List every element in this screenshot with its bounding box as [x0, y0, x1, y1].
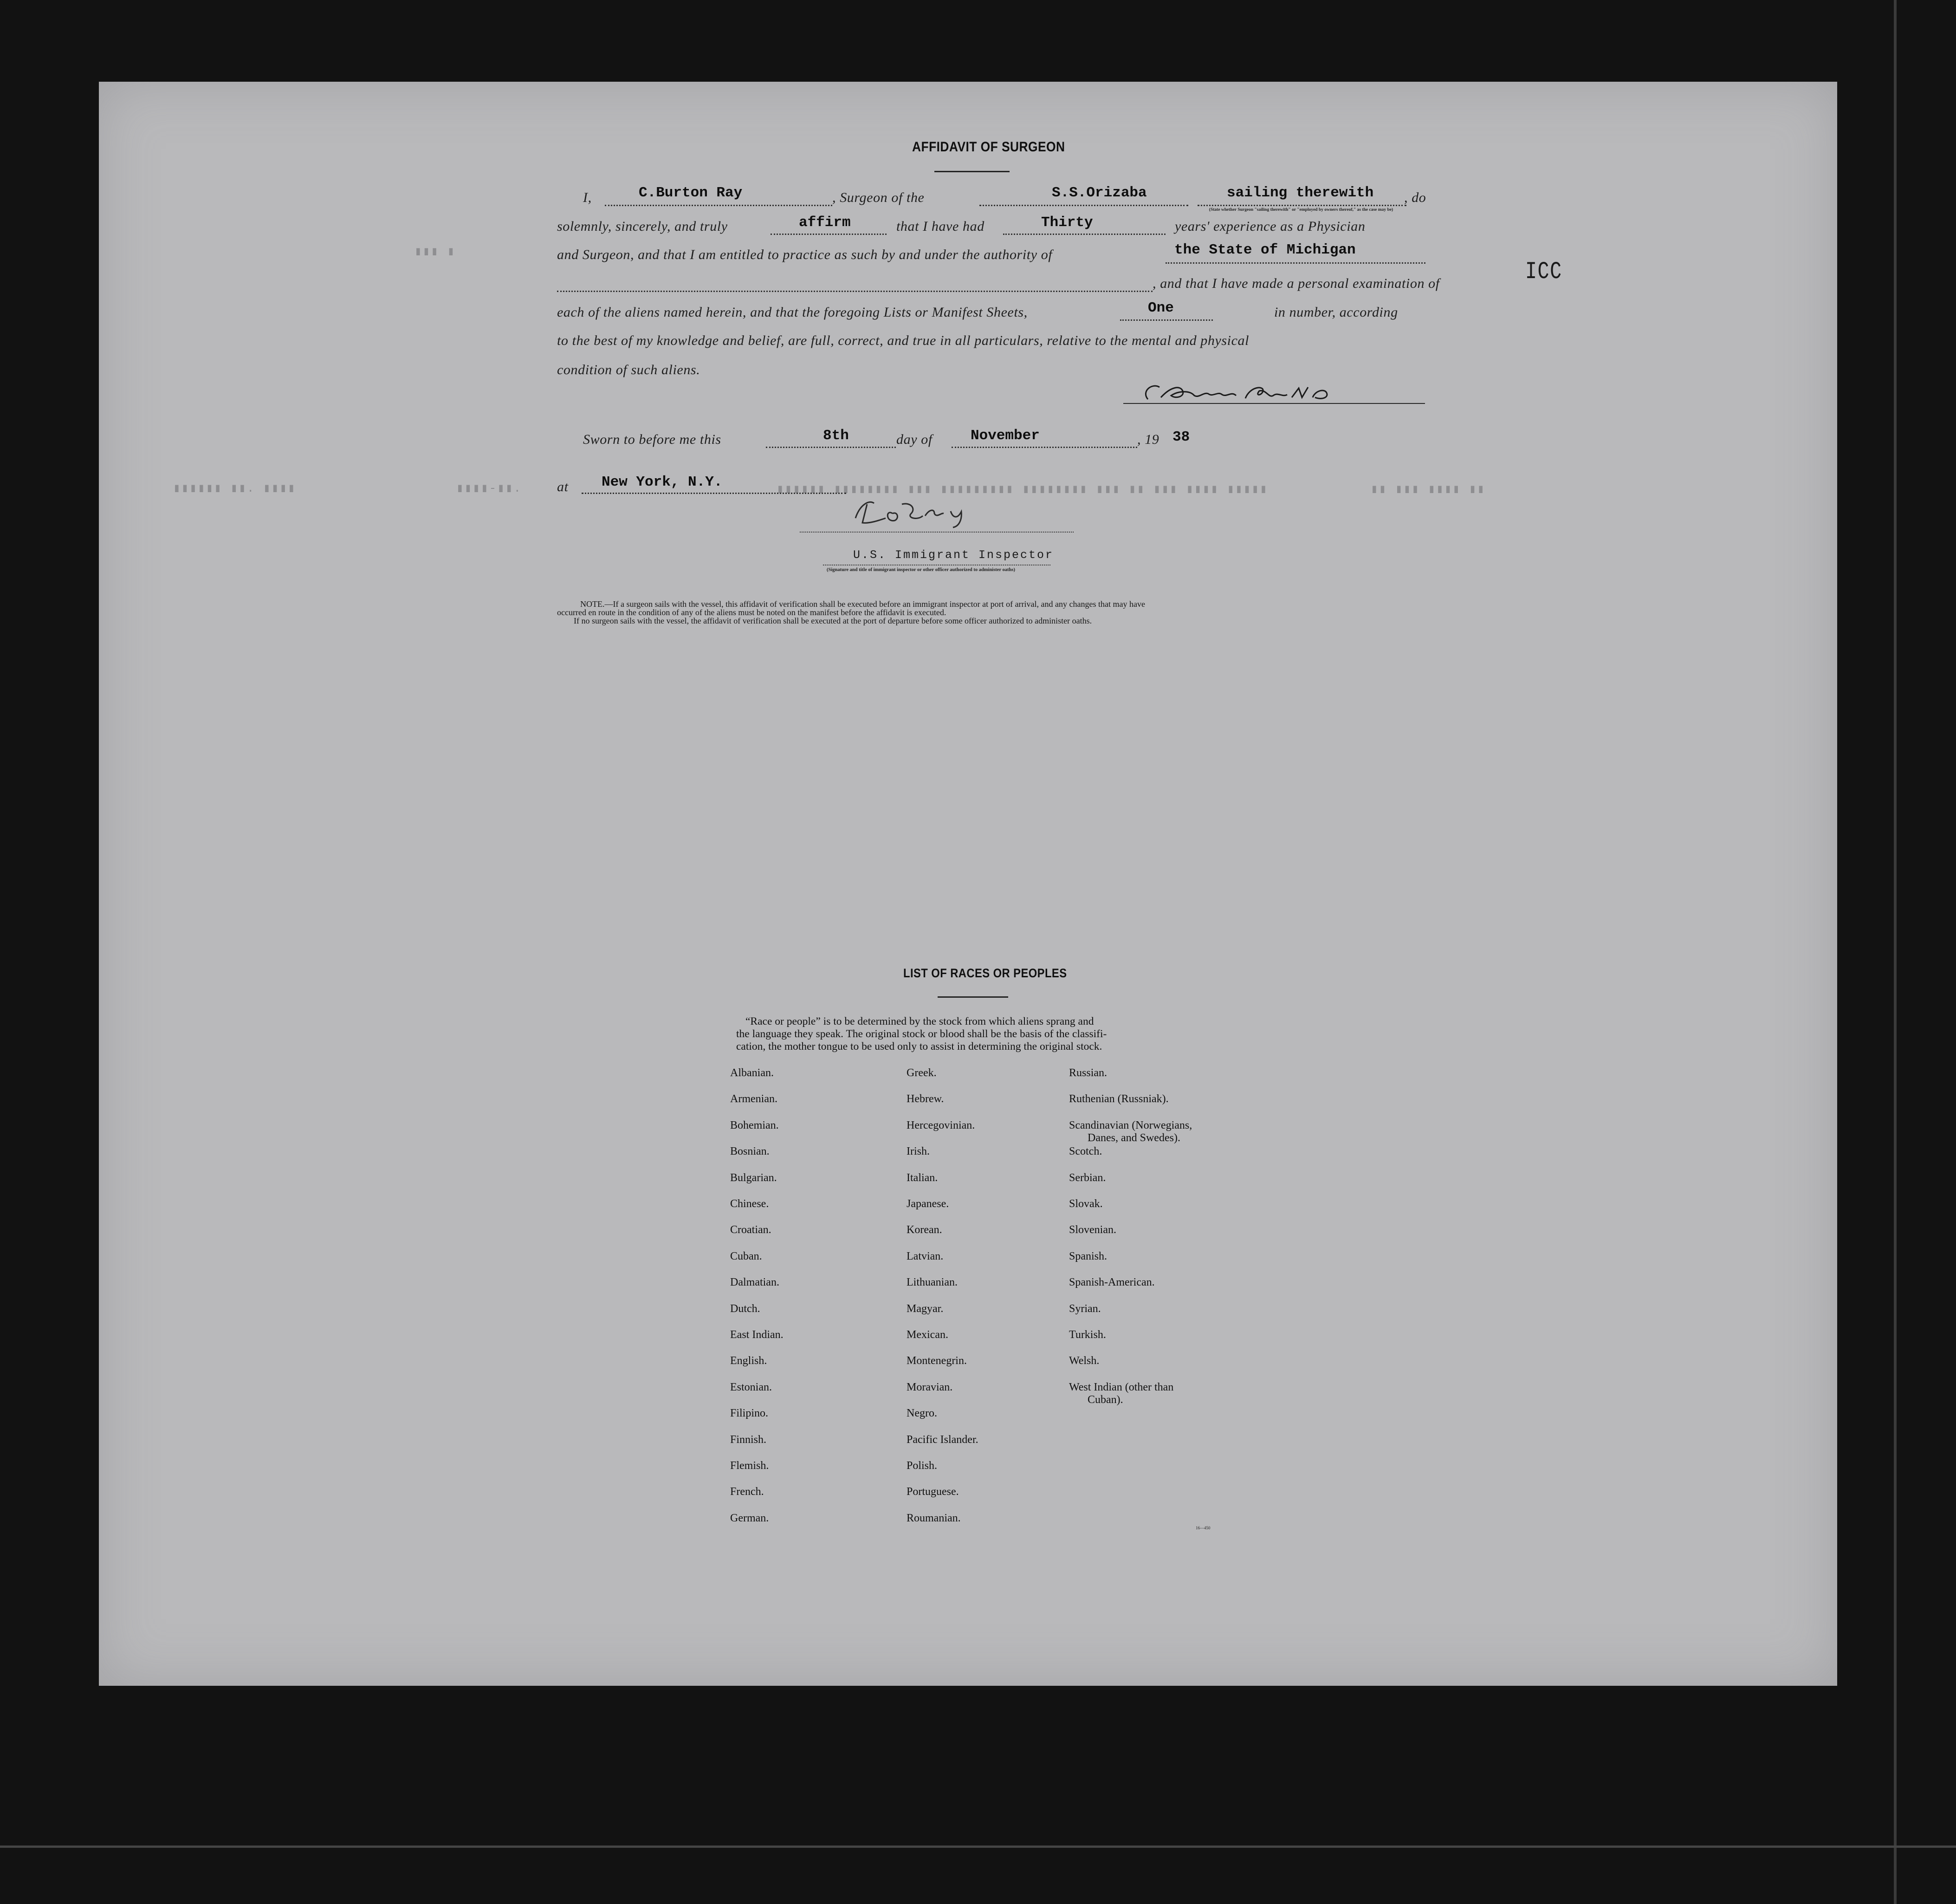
race-item: Lithuanian.: [907, 1276, 958, 1288]
race-item: Danes, and Swedes).: [1088, 1132, 1180, 1144]
race-item: German.: [730, 1512, 769, 1524]
race-item: Hebrew.: [907, 1093, 944, 1105]
race-item: Syrian.: [1069, 1303, 1101, 1315]
year-prefix-text: , 19: [1137, 432, 1159, 447]
race-item: Korean.: [907, 1224, 942, 1236]
race-item: East Indian.: [730, 1329, 784, 1341]
race-item: Hercegovinian.: [907, 1119, 975, 1131]
authority-continuation-line: [557, 291, 1153, 292]
races-intro-line3: cation, the mother tongue to be used only to assist in determining the original stock.: [736, 1040, 1102, 1053]
races-intro-line1: “Race or people” is to be determined by the stock from which aliens sprang and: [745, 1015, 1094, 1027]
sailing-line: [1198, 205, 1406, 206]
race-item: Slovenian.: [1069, 1224, 1116, 1236]
race-item: Finnish.: [730, 1434, 767, 1446]
race-item: French.: [730, 1486, 764, 1498]
race-item: Filipino.: [730, 1407, 769, 1419]
year-field: 38: [1172, 429, 1190, 445]
race-item: Moravian.: [907, 1381, 953, 1393]
race-item: Serbian.: [1069, 1172, 1106, 1184]
race-item: Slovak.: [1069, 1198, 1103, 1210]
race-item: Dalmatian.: [730, 1276, 779, 1288]
race-item: Russian.: [1069, 1067, 1108, 1079]
race-item: Italian.: [907, 1172, 938, 1184]
races-title-underline: [938, 996, 1008, 998]
film-edge-bottom: [0, 1846, 1956, 1848]
years-field: Thirty: [1041, 214, 1093, 231]
title-underline: [934, 171, 1010, 172]
race-item: Portuguese.: [907, 1486, 959, 1498]
race-item: Roumanian.: [907, 1512, 961, 1524]
race-item: Croatian.: [730, 1224, 771, 1236]
years-line: [1003, 234, 1166, 235]
race-item: Bosnian.: [730, 1145, 770, 1157]
do-text: , do: [1404, 190, 1426, 205]
day-of-text: day of: [896, 432, 933, 447]
bleed-through-text: ▮▮▮▮-▮▮.: [456, 481, 522, 495]
race-item: Mexican.: [907, 1329, 948, 1341]
bleed-through-text: ▮▮ ▮▮▮ ▮▮▮▮ ▮▮: [1371, 482, 1485, 496]
race-item: Turkish.: [1069, 1329, 1106, 1341]
authority-field: the State of Michigan: [1174, 242, 1356, 258]
race-item: Ruthenian (Russniak).: [1069, 1093, 1169, 1105]
race-item: Albanian.: [730, 1067, 774, 1079]
race-item: Latvian.: [907, 1250, 944, 1262]
race-item: Spanish-American.: [1069, 1276, 1155, 1288]
inspector-signature-line: [800, 532, 1074, 533]
race-item: Spanish.: [1069, 1250, 1108, 1262]
and-surgeon-text: and Surgeon, and that I am entitled to practice as such by and under the authority of: [557, 247, 1053, 262]
race-item: West Indian (other than: [1069, 1381, 1174, 1393]
affidavit-note-line3: If no surgeon sails with the vessel, the affidavit of verification shall be executed at the port of departure before some officer authorized to administer oaths.: [574, 616, 1092, 625]
surgeon-name-line: [605, 205, 832, 206]
personal-examination-text: , and that I have made a personal examination of: [1153, 276, 1440, 291]
place-line: [582, 493, 846, 494]
month-line: [952, 447, 1137, 448]
sailing-field: sailing therewith: [1227, 185, 1374, 201]
each-alien-text: each of the aliens named herein, and that the foregoing Lists or Manifest Sheets,: [557, 305, 1028, 320]
i-have-had-text: that I have had: [896, 219, 984, 234]
years-experience-text: years' experience as a Physician: [1175, 219, 1366, 234]
race-item: Negro.: [907, 1407, 937, 1419]
race-item: Pacific Islander.: [907, 1434, 978, 1446]
best-knowledge-text: to the best of my knowledge and belief, are full, correct, and true in all particulars, relative to the mental and physical: [557, 333, 1250, 348]
condition-text: condition of such aliens.: [557, 362, 700, 377]
surgeon-signature-line: [1123, 403, 1425, 404]
form-number: 16—450: [1196, 1526, 1211, 1530]
race-item: Irish.: [907, 1145, 930, 1157]
race-item: Armenian.: [730, 1093, 777, 1105]
sailing-subnote: (State whether Surgeon "sailing therewith" or "employed by owners thereof," as the case may be): [1209, 208, 1393, 212]
race-item: Welsh.: [1069, 1355, 1100, 1367]
affidavit-note-line2: occurred en route in the condition of any of the aliens must be noted on the manifest before the affidavit is executed.: [557, 608, 946, 617]
place-field: New York, N.Y.: [602, 474, 723, 490]
race-item: Cuban.: [730, 1250, 762, 1262]
surgeon-signature: [1139, 377, 1338, 409]
inspector-title: U.S. Immigrant Inspector: [853, 548, 1054, 562]
day-line: [766, 447, 896, 448]
bleed-through-text: ▮▮▮ ▮: [415, 245, 456, 259]
margin-mark: ICC: [1525, 258, 1562, 286]
authority-line: [1166, 262, 1425, 264]
bleed-through-text: ▮▮▮▮▮▮ ▮▮. ▮▮▮▮: [173, 481, 296, 495]
bleed-through-text: ▮▮▮▮▮▮ ▮▮▮▮▮▮▮▮ ▮▮▮ ▮▮▮▮▮▮▮▮▮ ▮▮▮▮▮▮▮▮ ▮▮▮ ▮▮ ▮▮▮ ▮▮▮▮ ▮▮▮▮▮: [777, 482, 1268, 496]
race-item: Polish.: [907, 1460, 938, 1472]
inspector-signature: [842, 495, 995, 530]
race-item: Greek.: [907, 1067, 937, 1079]
day-field: 8th: [823, 428, 849, 444]
vessel-field: S.S.Orizaba: [1052, 185, 1147, 201]
document-page: [99, 82, 1837, 1686]
in-number-text: in number, according: [1274, 305, 1398, 320]
surgeon-name-field: C.Burton Ray: [639, 185, 743, 201]
solemnly-text: solemnly, sincerely, and truly: [557, 219, 728, 234]
race-item: Cuban).: [1088, 1394, 1123, 1406]
race-item: Dutch.: [730, 1303, 760, 1315]
affidavit-note-line1: NOTE.—If a surgeon sails with the vessel, this affidavit of verification shall be executed before an immigrant inspector at port of arrival, and any changes that may have: [580, 599, 1145, 609]
race-item: Flemish.: [730, 1460, 769, 1472]
vessel-line: [979, 205, 1188, 206]
affidavit-i: I,: [583, 190, 592, 205]
count-line: [1120, 319, 1213, 321]
race-item: Magyar.: [907, 1303, 944, 1315]
inspector-caption: (Signature and title of immigrant inspector or other officer authorized to administer oaths): [827, 567, 1015, 572]
races-title: LIST OF RACES OR PEOPLES: [903, 966, 1067, 980]
race-item: Japanese.: [907, 1198, 949, 1210]
race-item: Bulgarian.: [730, 1172, 777, 1184]
film-edge-right: [1894, 0, 1897, 1904]
race-item: Montenegrin.: [907, 1355, 967, 1367]
race-item: English.: [730, 1355, 767, 1367]
surgeon-of-text: , Surgeon of the: [832, 190, 925, 205]
races-intro-line2: the language they speak. The original stock or blood shall be the basis of the classifi-: [736, 1028, 1107, 1040]
race-item: Bohemian.: [730, 1119, 779, 1131]
surgeon-signature-graphic: [1139, 377, 1338, 409]
at-text: at: [557, 479, 569, 494]
inspector-signature-graphic: [842, 495, 995, 530]
affirm-field: affirm: [799, 214, 851, 231]
race-item: Chinese.: [730, 1198, 769, 1210]
race-item: Scandinavian (Norwegians,: [1069, 1119, 1192, 1131]
affidavit-title: AFFIDAVIT OF SURGEON: [912, 139, 1065, 155]
month-field: November: [971, 428, 1040, 444]
race-item: Estonian.: [730, 1381, 772, 1393]
affirm-line: [771, 234, 887, 235]
race-item: Scotch.: [1069, 1145, 1102, 1157]
count-field: One: [1148, 300, 1174, 316]
sworn-text: Sworn to before me this: [583, 432, 721, 447]
